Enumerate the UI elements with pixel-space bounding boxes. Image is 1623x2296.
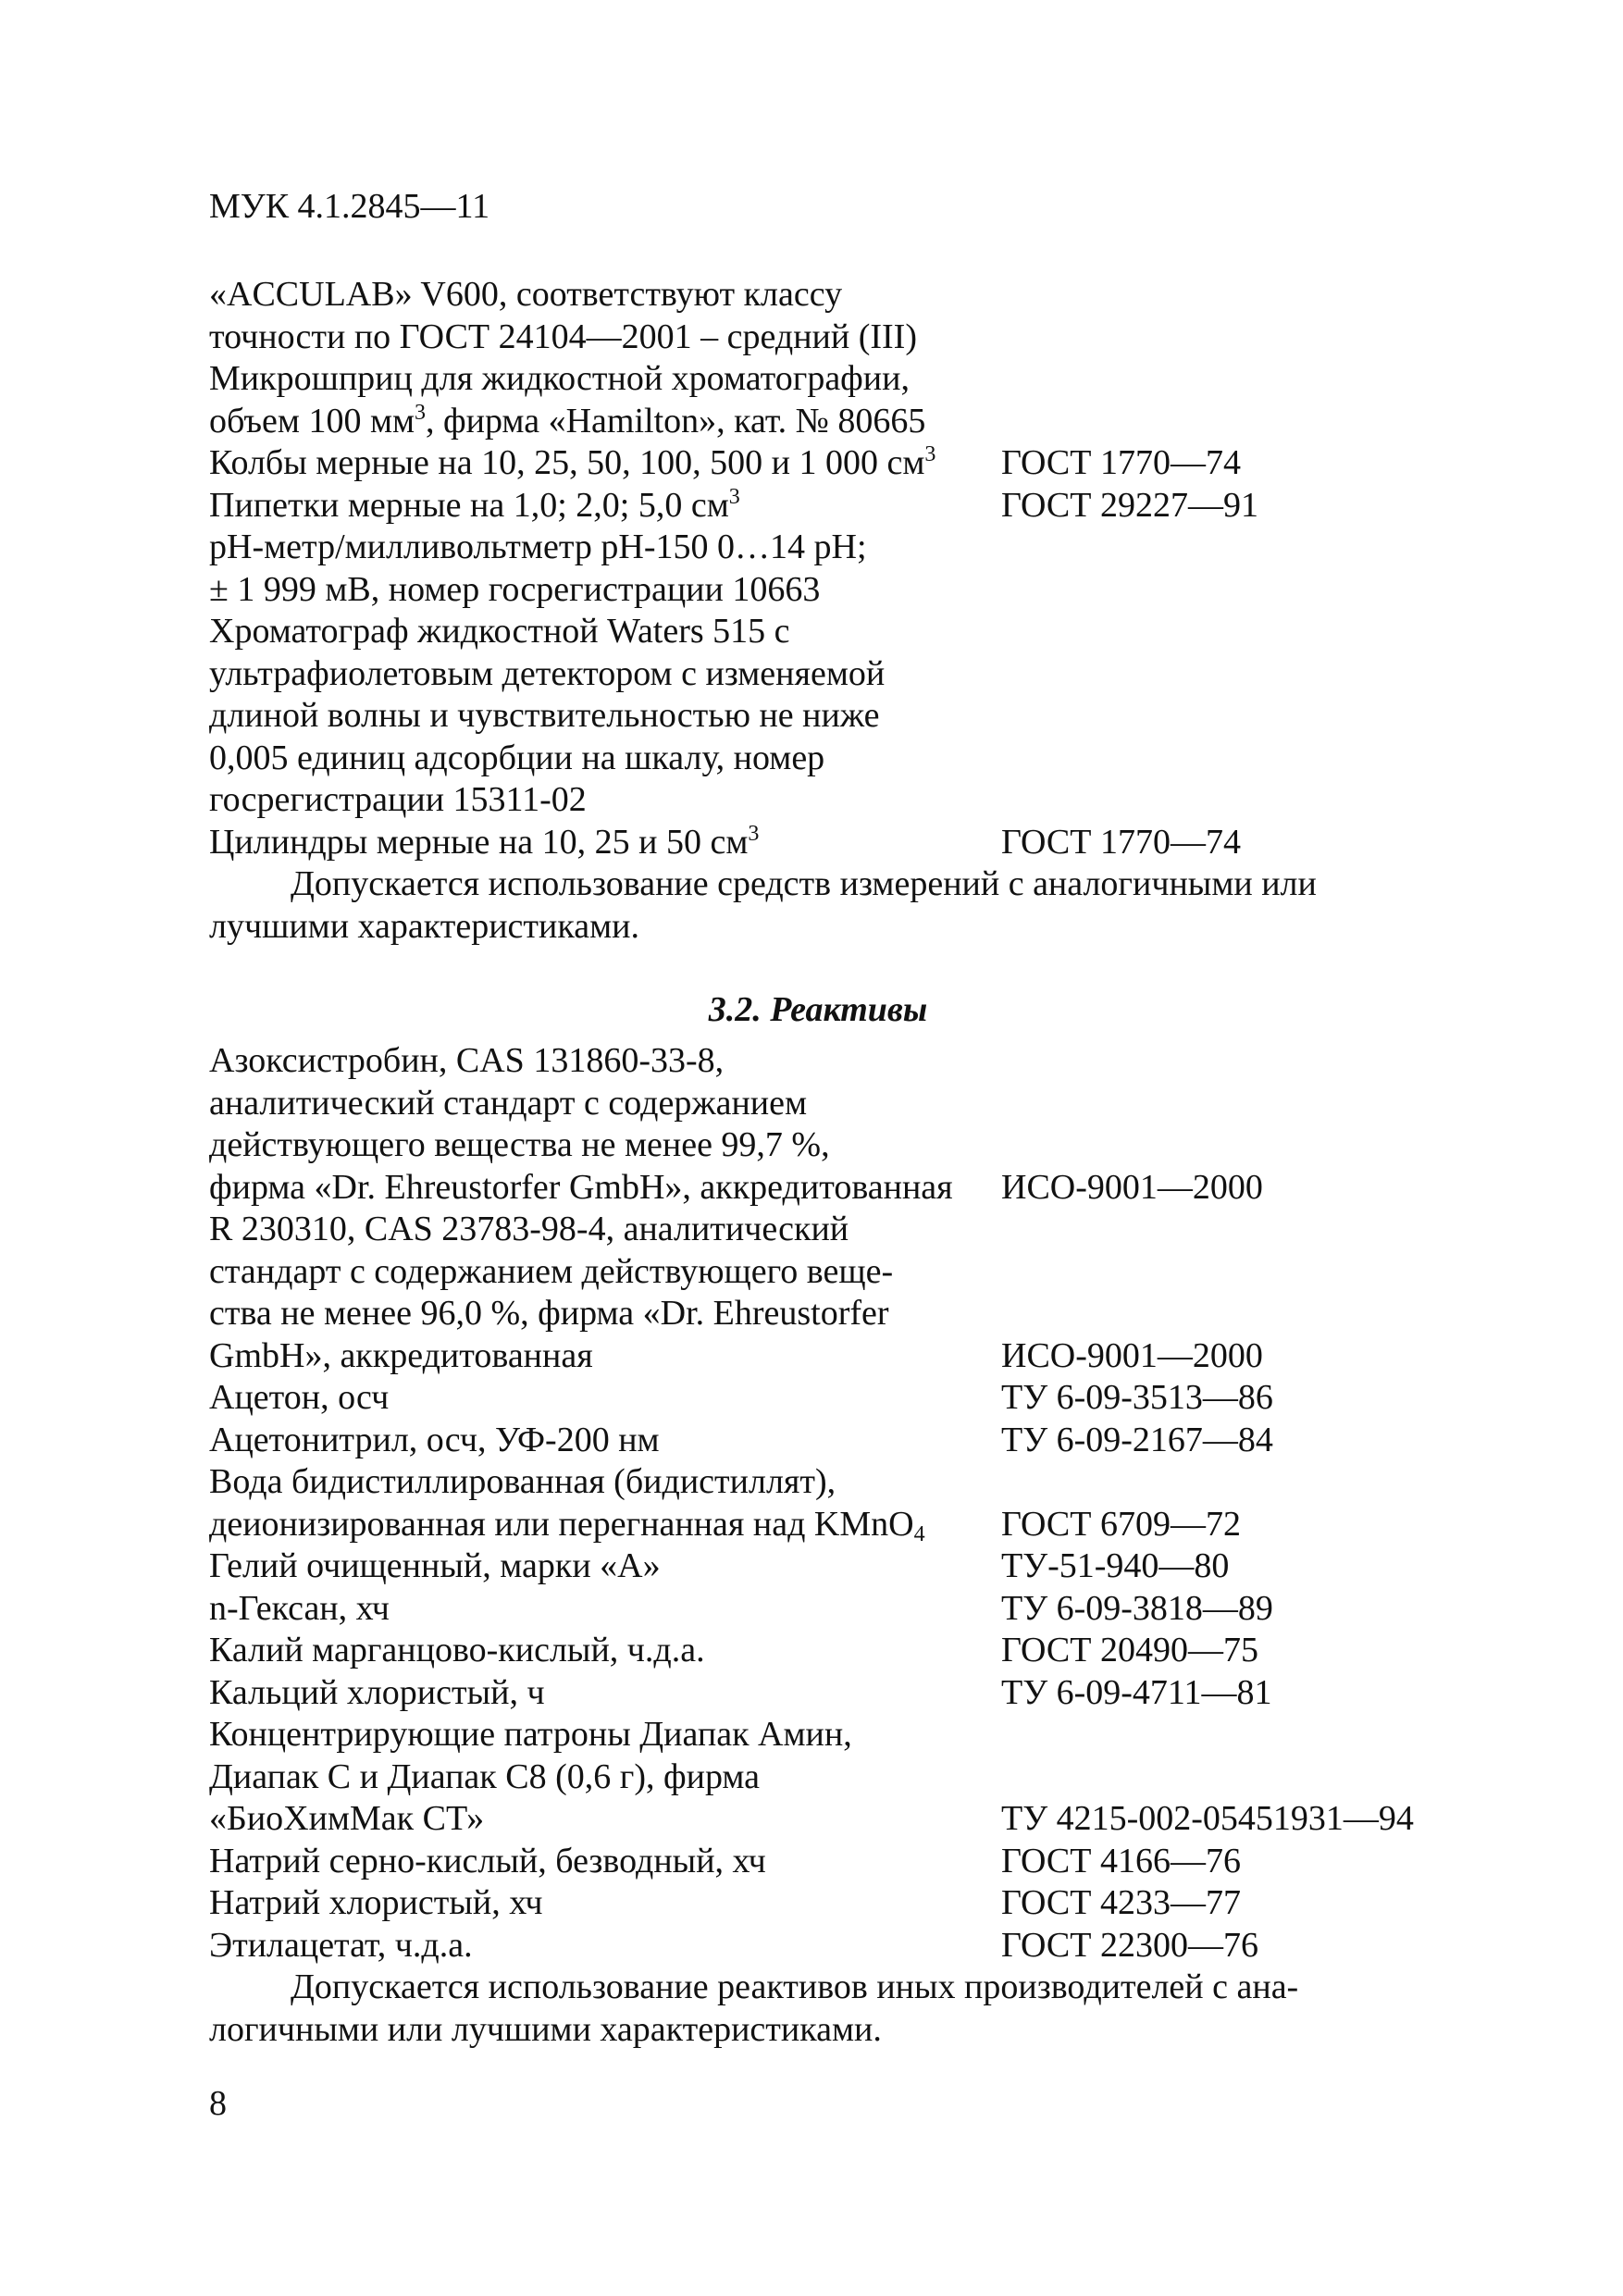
- list-item: [209, 358, 1468, 401]
- section-title: 3.2. Реактивы: [708, 990, 928, 1029]
- item-standard: ТУ 6-09-3513—86: [1001, 1378, 1273, 1417]
- list-item: [209, 1461, 1468, 1504]
- list-item: [209, 1335, 1468, 1378]
- item-name: Азоксистробин, CAS 131860-33-8,: [209, 1041, 725, 1080]
- item-name: Концентрирующие патроны Диапак Амин,: [209, 1715, 852, 1754]
- list-item: [209, 442, 1468, 485]
- item-standard: ГОСТ 22300—76: [1001, 1925, 1258, 1965]
- item-standard: ТУ 6-09-3818—89: [1001, 1588, 1273, 1628]
- list-item: [209, 1588, 1468, 1631]
- item-name: Хроматограф жидкостной Waters 515 с: [209, 612, 790, 651]
- item-name: деионизированная или перегнанная над KMnO$_4$: [209, 1504, 925, 1546]
- list-item: [209, 1293, 1468, 1335]
- item-standard: ГОСТ 4233—77: [1001, 1883, 1241, 1922]
- item-name: Натрий серно-кислый, безводный, хч: [209, 1841, 766, 1880]
- item-name: Кальций хлористый, ч: [209, 1672, 545, 1712]
- list-item: [209, 1756, 1468, 1799]
- list-item: [209, 485, 1468, 527]
- list-item: [209, 1083, 1468, 1125]
- list-item: [209, 1714, 1468, 1756]
- item-name: Микрошприц для жидкостной хроматографии,: [209, 359, 910, 398]
- item-name: «БиоХимМак СТ»: [209, 1799, 485, 1838]
- item-name: Натрий хлористый, хч: [209, 1883, 543, 1922]
- list-item: [209, 1630, 1468, 1672]
- list-item: [209, 1251, 1468, 1294]
- note-line: лучшими характеристиками.: [209, 906, 639, 946]
- item-name: Гелий очищенный, марки «А»: [209, 1546, 661, 1585]
- item-name: стандарт с содержанием действующего веще-: [209, 1251, 894, 1291]
- list-item: [209, 1672, 1468, 1715]
- item-name: фирма «Dr. Ehreustorfer GmbH», аккредитованная: [209, 1167, 953, 1207]
- item-standard: ТУ 6-09-2167—84: [1001, 1420, 1273, 1459]
- list-item: [209, 1841, 1468, 1883]
- item-standard: ИСО-9001—2000: [1001, 1335, 1263, 1375]
- item-name: R 230310, CAS 23783-98-4, аналитический: [209, 1210, 849, 1248]
- list-item: [209, 401, 1468, 443]
- item-standard: ГОСТ 20490—75: [1001, 1631, 1258, 1669]
- equipment-note: [209, 863, 1427, 948]
- item-name: Пипетки мерные на 1,0; 2,0; 5,0 $см^3$: [209, 484, 740, 525]
- list-item: [209, 1040, 1468, 1083]
- list-item: [209, 316, 1468, 359]
- list-item: [209, 1882, 1468, 1925]
- item-name: Колбы мерные на 10, 25, 50, 100, 500 и 1 000 $см^3$: [209, 442, 936, 482]
- item-standard: ГОСТ 1770—74: [1001, 822, 1241, 862]
- list-item: [209, 695, 1468, 738]
- item-standard: ГОСТ 1770—74: [1001, 443, 1241, 482]
- item-name: ультрафиолетовым детектором с изменяемой: [209, 653, 886, 693]
- equipment-section: [209, 274, 1468, 948]
- list-item: [209, 1798, 1468, 1841]
- item-name: Диапак С и Диапак С8 (0,6 г), фирма: [209, 1756, 761, 1796]
- item-standard: ГОСТ 6709—72: [1001, 1504, 1241, 1544]
- item-name: точности по ГОСТ 24104—2001 – средний (III): [209, 316, 917, 356]
- page-number: 8: [209, 2084, 227, 2123]
- list-item: [209, 653, 1468, 696]
- item-name: Калий марганцово-кислый, ч.д.а.: [209, 1631, 705, 1669]
- item-name: госрегистрации 15311-02: [209, 780, 587, 819]
- item-name: n-Гексан, хч: [209, 1588, 390, 1628]
- item-standard: ГОСТ 29227—91: [1001, 485, 1258, 525]
- item-name: pH-метр/милливольтметр pH-150 0…14 pH;: [209, 527, 867, 566]
- note-line: Допускается использование средств измерений с аналогичными или: [291, 864, 1317, 903]
- list-item: [209, 527, 1468, 569]
- list-item: [209, 738, 1468, 780]
- item-name: Цилиндры мерные на 10, 25 и 50 $см^3$: [209, 821, 760, 862]
- list-item: [209, 611, 1468, 653]
- item-name: аналитический стандарт с содержанием: [209, 1083, 808, 1123]
- item-standard: ТУ 6-09-4711—81: [1001, 1672, 1272, 1712]
- list-item: [209, 1925, 1468, 1967]
- list-item: [209, 779, 1468, 822]
- item-name: «ACCULAB» V600, соответствуют классу: [209, 275, 843, 314]
- item-standard: ГОСТ 4166—76: [1001, 1841, 1241, 1880]
- note-line: Допускается использование реактивов иных производителей с ана-: [291, 1967, 1299, 2006]
- item-standard: ТУ-51-940—80: [1001, 1546, 1230, 1585]
- item-name: Этилацетат, ч.д.а.: [209, 1925, 473, 1965]
- item-name: GmbH», аккредитованная: [209, 1335, 593, 1375]
- document-code: МУК 4.1.2845—11: [209, 187, 490, 226]
- list-item: [209, 1124, 1468, 1167]
- list-item: [209, 569, 1468, 612]
- item-name: действующего вещества не менее 99,7 %,: [209, 1125, 830, 1164]
- list-item: [209, 1377, 1468, 1420]
- list-item: [209, 1167, 1468, 1210]
- item-name: Ацетон, осч: [209, 1378, 390, 1417]
- reagents-note: [209, 1967, 1427, 2051]
- list-item: [209, 1420, 1468, 1462]
- item-name: ства не менее 96,0 %, фирма «Dr. Ehreustorfer: [209, 1294, 889, 1333]
- note-line: логичными или лучшими характеристиками.: [209, 2009, 882, 2049]
- item-name: Ацетонитрил, осч, УФ-200 нм: [209, 1420, 660, 1459]
- item-name: длиной волны и чувствительностью не ниже: [209, 696, 880, 735]
- list-item: [209, 1504, 1468, 1546]
- list-item: [209, 822, 1468, 864]
- item-standard: ИСО-9001—2000: [1001, 1167, 1263, 1207]
- list-item: [209, 1545, 1468, 1588]
- item-standard: ТУ 4215-002-05451931—94: [1001, 1799, 1414, 1838]
- reagents-section: [209, 974, 1468, 2051]
- list-item: [209, 274, 1468, 316]
- item-name: объем 100 $мм^3$, фирма «Hamilton», кат. № 80665: [209, 400, 926, 441]
- list-item: [209, 1209, 1468, 1251]
- item-name: ± 1 999 мВ, номер госрегистрации 10663: [209, 569, 821, 609]
- item-name: Вода бидистиллированная (бидистиллят),: [209, 1462, 836, 1501]
- item-name: 0,005 единиц адсорбции на шкалу, номер: [209, 738, 825, 777]
